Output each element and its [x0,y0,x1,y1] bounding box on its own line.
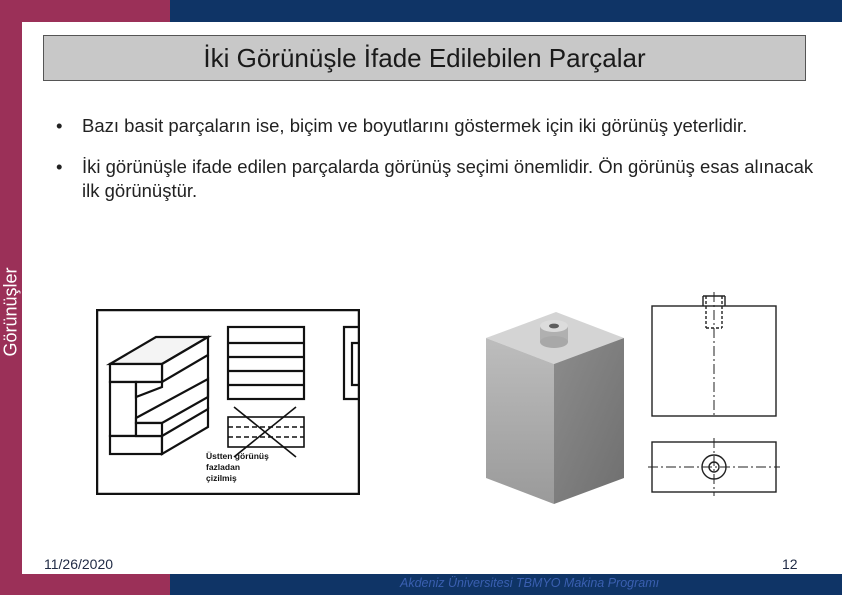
block-side-face [554,338,624,504]
boss-hole [549,324,559,329]
side-band [0,22,22,574]
two-view-example-figure [96,309,360,495]
front-view [228,327,304,399]
slide-date: 11/26/2020 [44,556,114,572]
slide-number: 12 [782,556,798,572]
orthographic-views-figure [648,292,780,510]
bullet-item [56,155,816,203]
bottom-accent-bar-maroon [0,574,170,595]
top-accent-bar-maroon [0,0,170,22]
bullet-text: İki görünüşle ifade edilen parçalarda görünüş seçimi önemlidir. Ön görünüş esas alınacak ilk görünüştür. [82,156,814,201]
top-accent-bar-navy [170,0,842,22]
bullet-text: Bazı basit parçaların ise, biçim ve boyutlarını göstermek için iki görünüş yeterlidir. [82,115,748,136]
bullet-item [56,114,816,138]
front-projection [652,292,776,416]
slide-title-box [43,35,806,81]
slide-title: İki Görünüşle İfade Edilebilen Parçalar [203,42,646,73]
footer-institution: Akdeniz Üniversitesi TBMYO Makina Programı [400,576,660,590]
figure-annotation-line: Üstten görünüş [206,451,269,461]
top-projection [648,438,780,496]
bullet-dot: • [56,115,63,136]
block-front-face [486,338,554,504]
figure-annotation-line: fazladan [206,462,241,472]
bullet-dot: • [56,156,63,177]
side-band-label: Görünüşler [0,267,21,357]
boss-base [540,336,568,348]
figure-annotation-line: çizilmiş [206,473,237,483]
bullet-list [56,114,816,220]
block-3d-figure [478,302,632,508]
